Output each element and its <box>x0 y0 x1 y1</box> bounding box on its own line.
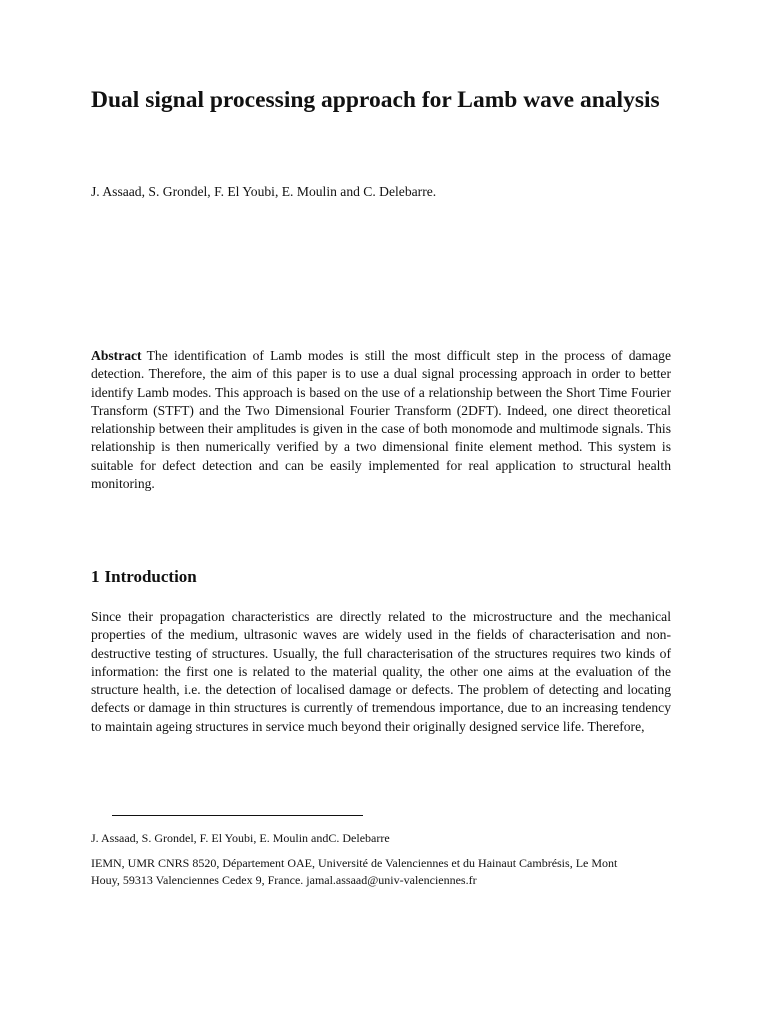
abstract-label: Abstract <box>91 348 142 363</box>
abstract-paragraph <box>91 347 671 493</box>
abstract-text: The identification of Lamb modes is still the most difficult step in the process of damage detection. Therefore, the aim of this paper is to use a dual signal processing approach in order to better identify Lamb modes. This approach is based on the use of a relationship between the Short Time Fourier Transform (STFT) and the Two Dimensional Fourier Transform (2DFT). Indeed, one direct theoretical relationship between their amplitudes is given in the case of both monomode and multimode signals. This relationship is then numerically verified by a two dimensional finite element method. This system is suitable for defect detection and can be easily implemented for real application to structural health monitoring. <box>91 348 671 492</box>
footnote-affiliation: IEMN, UMR CNRS 8520, Département OAE, Université de Valenciennes et du Hainaut Cambrésis, Le Mont Houy, 59313 Valenciennes Cedex 9, France. jamal.assaad@univ-valenciennes.fr <box>91 856 618 887</box>
footnote-divider <box>112 815 363 816</box>
introduction-paragraph: Since their propagation characteristics are directly related to the microstructure and the mechanical properties of the medium, ultrasonic waves are widely used in the fields of characterisation and non-destructive testing of structures. Usually, the full characterisation of the structures requires two kinds of information: the first one is related to the material quality, the other one aims at the evaluation of the structure health, i.e. the detection of localised damage or defects. The problem of detecting and locating defects or damage in thin structures is currently of tremendous importance, due to an increasing tendency to maintain ageing structures in service much beyond their originally designed service life. Therefore, <box>91 609 671 734</box>
author-list: J. Assaad, S. Grondel, F. El Youbi, E. Moulin and C. Delebarre. <box>91 184 437 199</box>
section-title: Introduction <box>104 567 197 586</box>
paper-title: Dual signal processing approach for Lamb wave analysis <box>91 87 660 113</box>
footnote-authors: J. Assaad, S. Grondel, F. El Youbi, E. Moulin andC. Delebarre <box>91 831 390 845</box>
section-number: 1 <box>91 567 100 586</box>
section-heading-introduction <box>91 566 197 588</box>
